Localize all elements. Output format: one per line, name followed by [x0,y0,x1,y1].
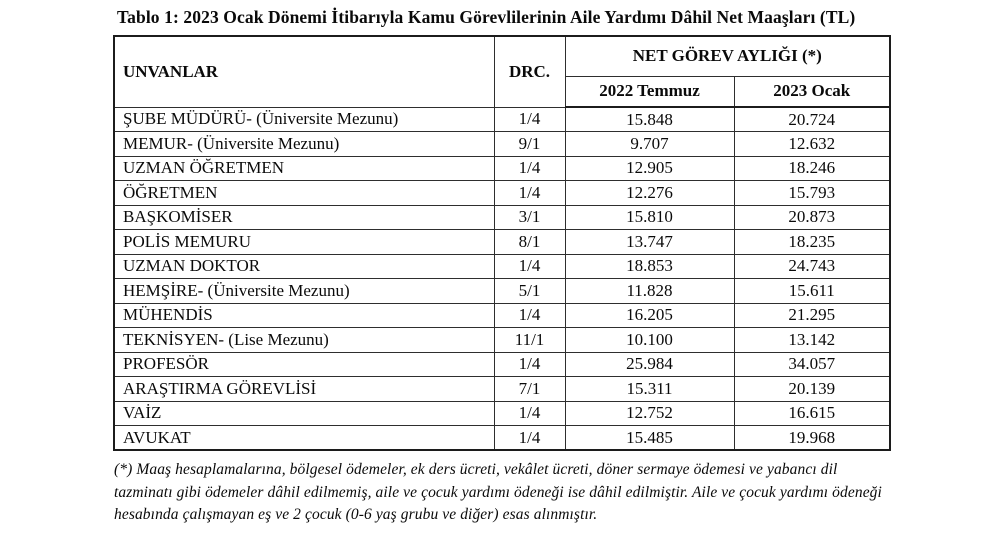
salary-2023-ocak-cell: 15.793 [734,181,890,206]
title-cell: TEKNİSYEN- (Lise Mezunu) [114,328,494,353]
degree-cell: 1/4 [494,181,565,206]
table-row [114,205,890,230]
salary-2022-temmuz-cell: 12.276 [565,181,734,206]
table-row [114,352,890,377]
salary-2022-temmuz-cell: 16.205 [565,303,734,328]
title-cell: AVUKAT [114,426,494,451]
table-row [114,156,890,181]
salary-2023-ocak-cell: 20.139 [734,377,890,402]
title-cell: HEMŞİRE- (Üniversite Mezunu) [114,279,494,304]
salary-table-header [114,36,890,107]
salary-2022-temmuz-cell: 13.747 [565,230,734,255]
salary-table [113,35,891,451]
salary-2022-temmuz-cell: 9.707 [565,132,734,157]
table-row [114,107,890,132]
table-row [114,181,890,206]
salary-2023-ocak-cell: 15.611 [734,279,890,304]
column-header-unvanlar: UNVANLAR [114,36,494,107]
degree-cell: 9/1 [494,132,565,157]
salary-2022-temmuz-cell: 12.752 [565,401,734,426]
salary-2022-temmuz-cell: 15.485 [565,426,734,451]
degree-cell: 1/4 [494,303,565,328]
salary-2022-temmuz-cell: 12.905 [565,156,734,181]
degree-cell: 1/4 [494,426,565,451]
title-cell: UZMAN ÖĞRETMEN [114,156,494,181]
column-group-header-net-gorev-ayligi: NET GÖREV AYLIĞI (*) [565,36,890,76]
salary-2022-temmuz-cell: 25.984 [565,352,734,377]
title-cell: POLİS MEMURU [114,230,494,255]
title-cell: UZMAN DOKTOR [114,254,494,279]
salary-2023-ocak-cell: 20.873 [734,205,890,230]
title-cell: ÖĞRETMEN [114,181,494,206]
table-row [114,279,890,304]
salary-2022-temmuz-cell: 15.848 [565,107,734,132]
title-cell: ŞUBE MÜDÜRÜ- (Üniversite Mezunu) [114,107,494,132]
salary-2023-ocak-cell: 16.615 [734,401,890,426]
table-row [114,328,890,353]
salary-2023-ocak-cell: 18.235 [734,230,890,255]
degree-cell: 8/1 [494,230,565,255]
table-row [114,426,890,451]
degree-cell: 1/4 [494,156,565,181]
degree-cell: 1/4 [494,107,565,132]
salary-2023-ocak-cell: 21.295 [734,303,890,328]
degree-cell: 1/4 [494,352,565,377]
column-header-drc: DRC. [494,36,565,107]
degree-cell: 3/1 [494,205,565,230]
salary-2023-ocak-cell: 24.743 [734,254,890,279]
table-row [114,230,890,255]
salary-2022-temmuz-cell: 10.100 [565,328,734,353]
salary-table-body [114,107,890,450]
salary-2023-ocak-cell: 18.246 [734,156,890,181]
table-row [114,132,890,157]
table-title: Tablo 1: 2023 Ocak Dönemi İtibarıyla Kamu Görevlilerinin Aile Yardımı Dâhil Net Maaşları (TL) [117,7,856,27]
title-cell: PROFESÖR [114,352,494,377]
salary-2023-ocak-cell: 34.057 [734,352,890,377]
salary-2022-temmuz-cell: 15.810 [565,205,734,230]
degree-cell: 1/4 [494,401,565,426]
salary-2023-ocak-cell: 19.968 [734,426,890,451]
degree-cell: 5/1 [494,279,565,304]
table-row [114,377,890,402]
salary-2022-temmuz-cell: 11.828 [565,279,734,304]
column-header-2022-temmuz: 2022 Temmuz [565,76,734,107]
degree-cell: 7/1 [494,377,565,402]
degree-cell: 11/1 [494,328,565,353]
salary-2022-temmuz-cell: 15.311 [565,377,734,402]
title-cell: ARAŞTIRMA GÖREVLİSİ [114,377,494,402]
degree-cell: 1/4 [494,254,565,279]
footnote-text: (*) Maaş hesaplamalarına, bölgesel ödemeler, ek ders ücreti, vekâlet ücreti, döner sermaye ödemesi ve yabancı dil tazminatı gibi ödemeler dâhil edilmemiş, aile ve çocuk yardımı ödeneği ise dâhil edilmiştir. Aile ve çocuk yardımı ödeneği hesabında çalışmayan eş ve 2 çocuk (0-6 yaş grubu ve diğer) esas alınmıştır. [114,461,882,523]
table-row [114,303,890,328]
title-cell: VAİZ [114,401,494,426]
salary-2023-ocak-cell: 13.142 [734,328,890,353]
table-row [114,254,890,279]
table-row [114,401,890,426]
title-cell: MÜHENDİS [114,303,494,328]
salary-2023-ocak-cell: 20.724 [734,107,890,132]
title-cell: BAŞKOMİSER [114,205,494,230]
salary-2023-ocak-cell: 12.632 [734,132,890,157]
column-header-2023-ocak: 2023 Ocak [734,76,890,107]
title-cell: MEMUR- (Üniversite Mezunu) [114,132,494,157]
salary-2022-temmuz-cell: 18.853 [565,254,734,279]
